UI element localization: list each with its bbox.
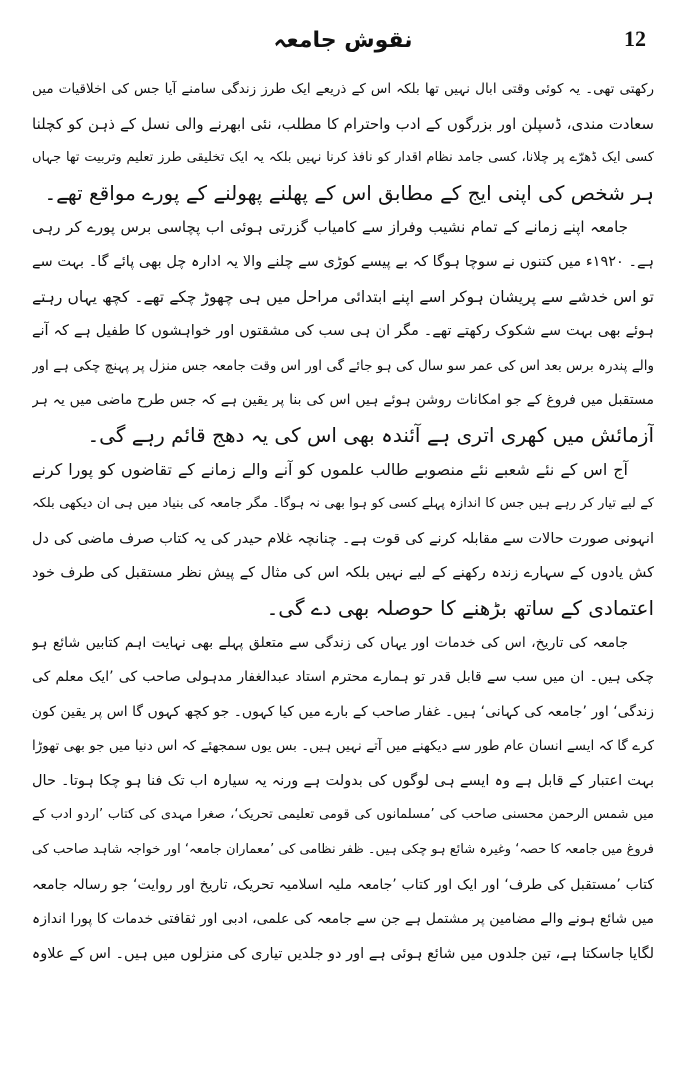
text-line: کسی ایک ڈھرّے پر چلانا، کسی جامد نظام اقدار کو نافذ کرنا نہیں بلکہ یہ ایک تخلیقی طرز تعلیم وتربیت تھا جہاں [32,150,654,166]
paragraph [32,626,654,972]
paragraph [32,210,654,452]
text-line: لگایا جاسکتا ہے، تین جلدوں میں شائع ہوئی ہے اور دو جلدیں تیاری کی منزلوں میں ہیں۔ اس کے علاوہ [32,945,654,962]
paragraph [32,72,654,210]
text-line: میں شائع ہونے والے مضامین پر مشتمل ہے جن سے جامعہ کی علمی، ادبی اور ثقافتی خدمات کا پورا اندازہ [32,911,654,928]
text-line: فروغ میں جامعہ کا حصہ‘ وغیرہ شائع ہو چکی ہیں۔ ظفر نظامی کی ’معماران جامعہ‘ اور خواجہ شاہد صاحب کی [32,842,654,858]
text-line: آج اس کے نئے شعبے نئے منصوبے طالب علموں کو آنے والے زمانے کے تقاضوں کو پورا کرنے [32,459,629,479]
text-line: مستقبل میں فروغ کے جو امکانات روشن ہوئے ہیں اس کی بنا پر یقین ہے کہ جس طرح ماضی میں یہ ہر [32,392,654,409]
text-line: ہر شخص کی اپنی ایج کے مطابق اس کے پھلنے پھولنے کے پورے مواقع تھے۔ [44,180,654,205]
text-line: چکی ہیں۔ ان میں سب سے قابل قدر تو ہمارے محترم استاد عبدالغفار مدہولی صاحب کی ’ایک معلم کی [32,669,654,686]
text-line: جامعہ اپنے زمانے کے تمام نشیب وفراز سے کامیاب گزرتی ہوئی اب پچاسی برس پورے کر رہی [32,218,628,237]
text-line: تو اس خدشے سے پریشان ہوکر اسے اپنے ابتدائی مراحل میں ہی چھوڑ چکے تھے۔ کچھ یہاں رہتے [32,287,654,306]
text-line: زندگی‘ اور ’جامعہ کی کہانی‘ ہیں۔ غفار صاحب کے بارے میں کیا کہوں۔ جو کچھ کہوں گا اس پر یقین کون [32,703,654,720]
text-line: والے پندرہ برس بعد اس کی عمر سو سال کی ہو جائے گی اور اس وقت جامعہ جس منزل پر پہنچ چکی ہے اور [32,357,654,374]
text-line: کتاب ’مستقبل کی طرف‘ اور ایک اور کتاب ’جامعہ ملیہ اسلامیہ تحریک، تاریخ اور روایت‘ جو رسالہ جامعہ [32,876,654,893]
text-line: انہونی صورت حالات سے مقابلہ کرنے کی قوت ہے۔ چنانچہ غلام حیدر کی یہ کتاب صرف ماضی کی دل [32,530,654,547]
text-line: رکھتی تھی۔ یہ کوئی وقتی ابال نہیں تھا بلکہ اس کے ذریعے ایک طرز زندگی سامنے آیا جس کی اخلاقیات میں [32,81,654,97]
text-line: اعتمادی کے ساتھ بڑھنے کا حوصلہ بھی دے گی۔ [266,595,654,620]
text-line: کرے گا کہ ایسے انسان عام طور سے دیکھنے میں آتے نہیں ہیں۔ بس یوں سمجھئے کہ اس دنیا میں جو بھی تھوڑا [32,738,654,755]
text-line: آزمائش میں کھری اتری ہے آئندہ بھی اس کی یہ دھج قائم رہے گی۔ [87,422,654,447]
text-line: بہت اعتبار کے قابل ہے وہ ایسے ہی لوگوں کی بدولت ہے ورنہ یہ سیارہ اب تک فنا ہو چکا ہوتا۔ حال [32,772,654,789]
page-number: 12 [624,26,646,51]
text-line: ہوئے بھی بہت سے شکوک رکھتے تھے۔ مگر ان ہی سب کی مشقتوں اور خواہشوں کا طفیل ہے کہ آنے [32,323,654,340]
text-line: جامعہ کی تاریخ، اس کی خدمات اور یہاں کی زندگی سے متعلق پہلے بھی نہایت اہم کتابیں شائع ہو [32,634,628,651]
text-line: ہے۔ ۱۹۲۰ء میں کتنوں نے سوچا ہوگا کہ بے پیسے کوڑی سے چلنے والا یہ ادارہ چل بھی پائے گا۔ بہت سے [32,253,654,270]
running-title: نقوش جامعہ [273,28,413,53]
text-line: کے لیے تیار کر رہے ہیں جس کا اندازہ پہلے کسی کو ہوا بھی نہ ہوگا۔ مگر جامعہ کی بنیاد میں ہی ان دیکھی بلکہ [32,496,654,512]
page-header [40,22,646,62]
text-line: میں شمس الرحمن محسنی صاحب کی ’مسلمانوں کی قومی تعلیمی تحریک‘، صغرا مہدی کی کتاب ’اردو ادب کے [32,807,654,823]
page-body [32,72,654,1064]
text-line: کش یادوں کے سہارے زندہ رکھنے کے لیے نہیں بلکہ اس کی مثال کے پیش نظر مستقبل کی طرف خود [32,565,654,582]
paragraph [32,453,654,626]
text-line: سعادت مندی، ڈسپلن اور بزرگوں کے ادب واحترام کا مطلب، نئی ابھرنے والی نسل کے ذہن کو کچلنا [32,114,654,133]
